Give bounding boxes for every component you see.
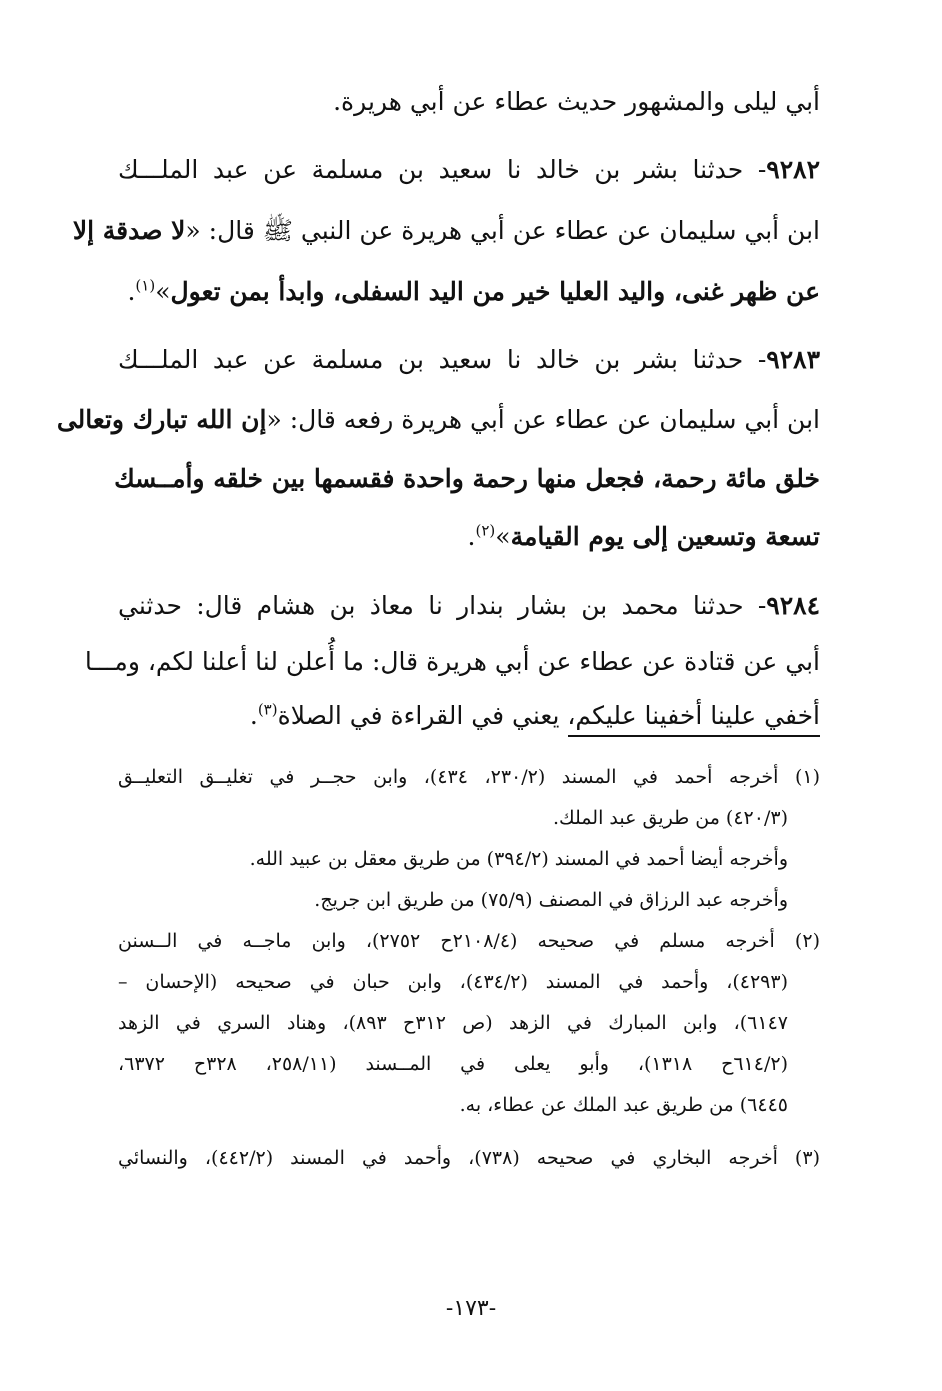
footnote-text: (٤٢٠/٣) من طريق عبد الملك. (552, 807, 788, 829)
hadith-text: أخفي علينا أخفينا عليكم، يعني في القراءة في الصلاة (277, 701, 820, 730)
period: . (249, 701, 258, 730)
hadith-9283-line-3 (114, 463, 820, 496)
footnote-3-line-1 (118, 1146, 820, 1171)
hadith-9284-line-2 (84, 646, 820, 679)
footnote-ref-1[interactable]: (١) (135, 276, 156, 295)
footnote-text: وأخرجه عبد الرزاق في المصنف (٧٥/٩) من طريق ابن جريج. (314, 889, 788, 911)
quote-close: » (495, 522, 511, 551)
hadith-9283-line-1 (118, 344, 820, 377)
footnote-text: (٤٢٩٣)، وأحمد في المسند (٤٣٤/٢)، وابن حبان في صحيحه (الإحسان – (118, 971, 788, 993)
footnote-ref-3[interactable]: (٣) (257, 700, 278, 719)
hadith-9284-line-1 (118, 590, 820, 623)
footnote-text: وأخرجه أيضا أحمد في المسند (٣٩٤/٢) من طريق معقل بن عبيد الله. (249, 848, 788, 870)
footnote-text: (٣) أخرجه البخاري في صحيحه (٧٣٨)، وأحمد في المسند (٤٤٢/٢)، والنسائي (118, 1147, 820, 1169)
footnote-text: (٦١٤/٢ح ١٣١٨)، وأبو يعلى في المــسند (٢٥٨/١١، ٣٢٨ح ٦٣٧٢، (118, 1053, 788, 1075)
footnote-1-line-1 (118, 765, 820, 790)
hadith-matn-bold: تسعة وتسعين إلى يوم القيامة (510, 522, 820, 551)
footnote-2-line-4 (118, 1052, 788, 1077)
page-number: -١٧٣- (445, 1296, 497, 1321)
hadith-matn-bold: لا صدقة إلا (72, 216, 186, 245)
footnote-separator (568, 735, 820, 737)
footnote-text: (٢) أخرجه مسلم في صحيحه (٢١٠٨/٤ح ٢٧٥٢)، وابن ماجــه في الــسنن (118, 930, 820, 952)
footnote-ref-2[interactable]: (٢) (475, 521, 496, 540)
period: . (127, 277, 136, 306)
hadith-number: ٩٢٨٣ (766, 345, 820, 374)
period: . (467, 522, 476, 551)
intro-line (118, 86, 820, 119)
hadith-text: - حدثنا بشر بن خالد نا سعيد بن مسلمة عن عبد الملـــك (118, 345, 767, 374)
footnote-1-line-3 (118, 847, 788, 872)
footnote-2-line-3 (118, 1011, 788, 1036)
intro-text: أبي ليلى والمشهور حديث عطاء عن أبي هريرة. (333, 87, 820, 116)
hadith-9282-line-2 (72, 215, 820, 248)
footnote-2-line-1 (118, 929, 820, 954)
hadith-text: ابن أبي سليمان عن عطاء عن أبي هريرة عن النبي ﷺ قال: « (185, 216, 820, 245)
footnote-text: (١) أخرجه أحمد في المسند (٢٣٠/٢، ٤٣٤)، وابن حجــر في تغليــق التعليــق (118, 766, 820, 788)
quote-close: » (155, 277, 171, 306)
hadith-9284-line-3 (118, 700, 820, 733)
hadith-text: أبي عن قتادة عن عطاء عن أبي هريرة قال: ما أُعلن لنا أعلنا لكم، ومـــا (84, 647, 820, 676)
hadith-number: ٩٢٨٤ (766, 591, 820, 620)
hadith-matn-bold: إن الله تبارك وتعالى (56, 405, 267, 434)
hadith-matn-bold: خلق مائة رحمة، فجعل منها رحمة واحدة فقسمها بين خلقه وأمــسك (114, 464, 820, 493)
footnote-text: ٦١٤٧)، وابن المبارك في الزهد (ص ٣١٢ح ٨٩٣)، وهناد السري في الزهد (118, 1012, 788, 1034)
hadith-matn-bold: عن ظهر غنى، واليد العليا خير من اليد السفلى، وابدأ بمن تعول (170, 277, 820, 306)
hadith-9283-line-4 (118, 521, 820, 554)
footnote-text: ٦٤٤٥) من طريق عبد الملك عن عطاء، به. (459, 1094, 788, 1116)
footnote-2-line-2 (118, 970, 788, 995)
hadith-number: ٩٢٨٢ (766, 155, 820, 184)
hadith-text: - حدثنا بشر بن خالد نا سعيد بن مسلمة عن عبد الملـــك (118, 155, 767, 184)
hadith-9283-line-2 (56, 404, 820, 437)
footnote-1-line-2 (118, 806, 788, 831)
footnote-2-line-5 (118, 1093, 788, 1118)
footnote-1-line-4 (118, 888, 788, 913)
hadith-9282-line-3 (118, 276, 820, 309)
hadith-9282-line-1 (118, 154, 820, 187)
hadith-text: ابن أبي سليمان عن عطاء عن أبي هريرة رفعه قال: « (266, 405, 820, 434)
hadith-text: - حدثنا محمد بن بشار بندار نا معاذ بن هشام قال: حدثني (118, 591, 767, 620)
